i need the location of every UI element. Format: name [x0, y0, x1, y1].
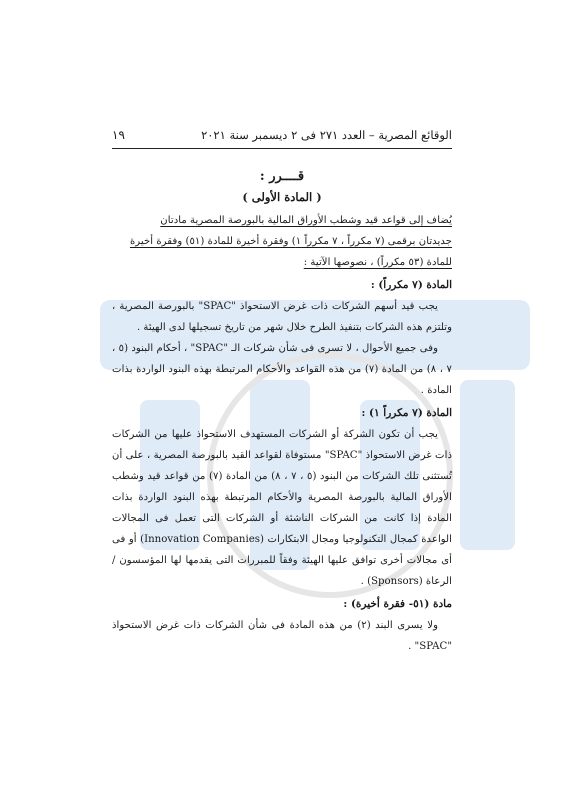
article-51-paragraph: ولا يسرى البند (٢) من هذه المادة فى شأن الشركات ذات غرض الاستحواذ "SPAC" . [112, 620, 452, 652]
article-7bis-paragraph: يجب قيد أسهم الشركات ذات غرض الاستحواذ "SPAC" بالبورصة المصرية ، وتلتزم هذه الشركات بتنفيذ الطرح خلال شهر من تاريخ تسجيلها لدى الهيئة . [112, 301, 452, 333]
document-page [112, 128, 452, 657]
watermark-bar [460, 380, 515, 550]
article-7bis-heading: المادة (٧ مكرراً) : [370, 279, 452, 291]
article-7bis1-paragraph: يجب أن تكون الشركة أو الشركات المستهدف الاستحواذ عليها من الشركات ذات غرض الاستحواذ "SPAC" مستوفاة لقواعد القيد بالبورصة المصرية ، على أن تُستثنى تلك الشركات من البنود (٥ ، ٧ ، ٨) من المادة (٧) من قواعد قيد وشطب الأوراق المالية بالبورصة المصرية والأحكام المرتبطة بهذه البنود الواردة بذات المادة إذا كانت من الشركات الناشئة أو الشركات التى تعمل فى المجالات الواعدة كمجال التكنولوجيا ومجال الابتكارات (Innovation Companies) أو فى أى مجالات أخرى توافق عليها الهيئة وفقاً للمبررات التى يقدمها لها المؤسسون / الرعاة (Sponsors) . [112, 429, 453, 587]
intro-line: للمادة (٥٣ مكرراً) ، نصوصها الآتية : [303, 257, 452, 268]
article-7bis1-heading: المادة (٧ مكرراً ١) : [361, 407, 452, 419]
intro-line: جديدتان برقمى (٧ مكرراً ، ٧ مكرراً ١) وفقرة أخيرة للمادة (٥١) وفقرة أخيرة [129, 236, 452, 247]
intro-line: يُضاف إلى قواعد قيد وشطب الأوراق المالية بالبورصة المصرية مادتان [160, 215, 452, 226]
decision-heading: قــــرر : [259, 169, 305, 184]
intro-paragraph [112, 210, 452, 273]
article-one-title: ( المادة الأولى ) [242, 190, 322, 204]
article-51-heading: مادة (٥١- فقرة أخيرة) : [343, 598, 452, 610]
header-title: الوقائع المصرية – العدد ٢٧١ فى ٢ ديسمبر سنة ٢٠٢١ [201, 128, 452, 142]
page-header [112, 128, 452, 149]
article-7bis-paragraph: وفى جميع الأحوال ، لا تسرى فى شأن شركات الـ "SPAC" ، أحكام البنود (٥ ، ٧ ، ٨) من المادة (٧) من هذه القواعد والأحكام المرتبطة بهذه البنود الواردة بذات المادة . [112, 343, 452, 396]
page-number: ١٩ [112, 128, 125, 142]
